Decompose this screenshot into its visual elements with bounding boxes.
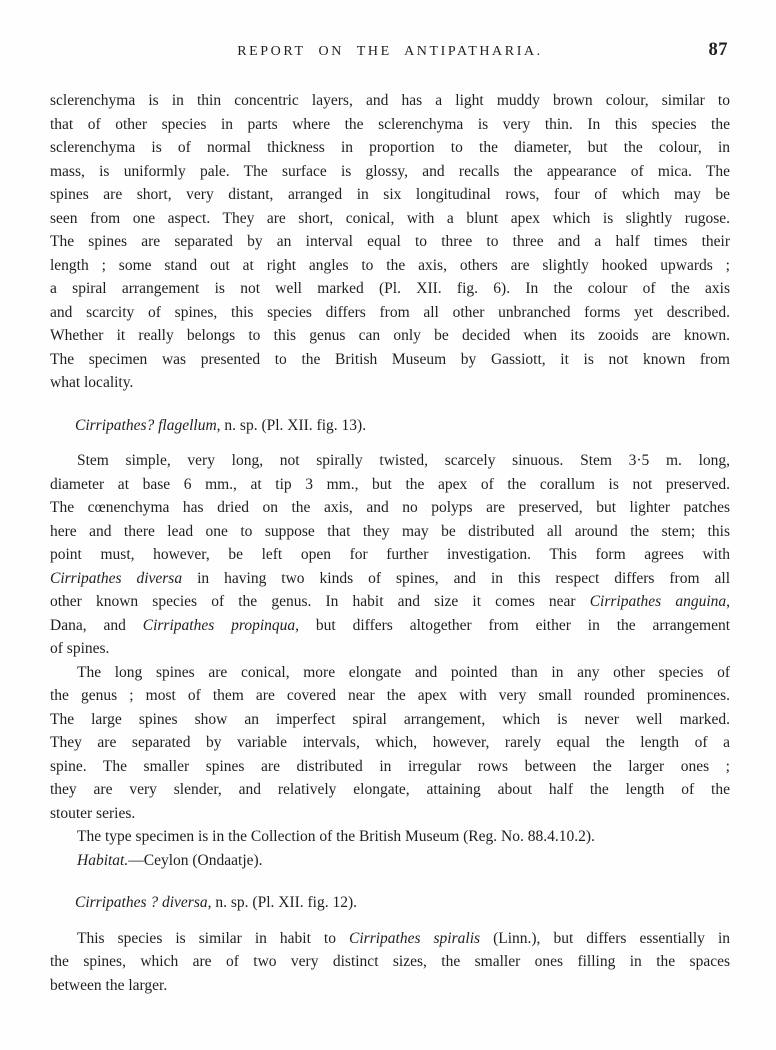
- text-segment: , n. sp. (Pl. XII. fig. 13).: [216, 416, 367, 434]
- text-segment: that of other species in parts where the sclerenchyma is very thin. In this species the: [50, 115, 730, 133]
- species-heading: [50, 414, 730, 438]
- text-segment: mass, is uniformly pale. The surface is glossy, and recalls the appearance of mica. The: [50, 162, 730, 180]
- text-line: [50, 183, 730, 207]
- text-line: [50, 849, 730, 873]
- text-line: [50, 473, 730, 497]
- text-segment: The large spines show an imperfect spiral arrangement, which is never well marked.: [50, 710, 730, 728]
- text-line: [50, 684, 730, 708]
- text-segment: the spines, which are of two very distinct sizes, the smaller ones filling in the spaces: [50, 953, 730, 970]
- text-line: [50, 567, 730, 591]
- text-segment: , but differs altogether from either in the arrangement: [295, 616, 730, 634]
- text-segment: Dana, and: [50, 616, 143, 634]
- text-line: [50, 891, 730, 915]
- text-segment: (Linn.), but differs essentially in: [480, 929, 731, 947]
- text-segment: other known species of the genus. In habit and size it comes near: [50, 593, 590, 610]
- paragraph: [50, 927, 730, 998]
- text-segment: here and there lead one to suppose that they may be distributed all around the stem; this: [50, 522, 730, 540]
- text-segment: spines are short, very distant, arranged in six longitudinal rows, four of which may be: [50, 186, 730, 203]
- text-line: [50, 825, 730, 849]
- species-heading: [50, 891, 730, 915]
- italic-text: Cirripathes? flagellum: [75, 416, 217, 434]
- text-line: [50, 277, 730, 301]
- text-segment: This species is similar in habit to: [77, 929, 350, 947]
- text-segment: sclerenchyma is in thin concentric layers, and has a light muddy brown colour, similar to: [50, 92, 730, 109]
- text-segment: —Ceylon (Ondaatje).: [128, 851, 263, 869]
- text-line: [50, 520, 730, 544]
- text-line: [50, 590, 730, 614]
- paragraph: [50, 849, 730, 873]
- text-segment: Whether it really belongs to this genus can only be decided when its zooids are known.: [50, 327, 730, 344]
- italic-text: Habitat.: [77, 851, 129, 869]
- italic-text: Cirripathes diversa: [50, 569, 183, 587]
- text-line: [50, 755, 730, 779]
- paragraph: [50, 89, 730, 395]
- italic-text: Cirripathes propinqua: [142, 616, 296, 634]
- text-line: [50, 301, 730, 325]
- text-segment: spine. The smaller spines are distributed in irregular rows between the larger ones ;: [50, 757, 730, 775]
- text-line: [50, 614, 730, 638]
- text-line: [50, 778, 730, 802]
- text-line: [50, 950, 730, 974]
- italic-text: Cirripathes spiralis: [349, 929, 481, 947]
- text-segment: length ; some stand out at right angles to the axis, others are slightly hooked upwards ;: [50, 256, 730, 274]
- text-line: [50, 207, 730, 231]
- text-segment: in having two kinds of spines, and in this respect differs from all: [182, 569, 730, 587]
- italic-text: Cirripathes anguina: [589, 593, 727, 610]
- text-segment: The long spines are conical, more elongate and pointed than in any other species of: [77, 663, 730, 681]
- text-segment: and scarcity of spines, this species differs from all other unbranched forms yet described.: [50, 303, 730, 321]
- text-segment: between the larger.: [50, 976, 168, 994]
- paragraph: [50, 661, 730, 826]
- text-segment: The cœnenchyma has dried on the axis, and no polyps are preserved, but lighter patches: [50, 499, 730, 516]
- text-line: [50, 230, 730, 254]
- text-segment: Stem simple, very long, not spirally twisted, scarcely sinuous. Stem 3·5 m. long,: [77, 452, 730, 469]
- text-line: [50, 731, 730, 755]
- text-line: [50, 708, 730, 732]
- text-segment: The type specimen is in the Collection of the British Museum (Reg. No. 88.4.10.2).: [77, 828, 595, 845]
- text-line: [50, 496, 730, 520]
- page-number: 87: [708, 40, 728, 60]
- text-line: [50, 414, 730, 438]
- document-body: [50, 89, 730, 997]
- paragraph: [50, 825, 730, 849]
- text-segment: ,: [726, 593, 731, 610]
- text-line: [50, 254, 730, 278]
- text-segment: stouter series.: [50, 804, 136, 822]
- text-line: [50, 974, 730, 998]
- text-segment: sclerenchyma is of normal thickness in proportion to the diameter, but the colour, in: [50, 139, 730, 156]
- text-line: [50, 449, 730, 473]
- text-segment: the genus ; most of them are covered near the apex with very small rounded prominences.: [50, 687, 730, 704]
- text-line: [50, 927, 730, 951]
- text-segment: The specimen was presented to the British Museum by Gassiott, it is not known from: [50, 350, 730, 368]
- text-segment: seen from one aspect. They are short, conical, with a blunt apex which is slightly rugose.: [50, 209, 730, 227]
- text-segment: , n. sp. (Pl. XII. fig. 12).: [207, 894, 358, 911]
- text-line: [50, 371, 730, 395]
- text-segment: diameter at base 6 mm., at tip 3 mm., but the apex of the corallum is not preserved.: [50, 475, 730, 493]
- running-head: REPORT ON THE ANTIPATHARIA.: [237, 44, 543, 59]
- text-segment: They are separated by variable intervals, which, however, rarely equal the length of a: [50, 734, 730, 751]
- text-line: [50, 136, 730, 160]
- text-line: [50, 543, 730, 567]
- italic-text: Cirripathes ? diversa: [75, 894, 208, 911]
- text-line: [50, 324, 730, 348]
- text-line: [50, 661, 730, 685]
- text-line: [50, 802, 730, 826]
- text-segment: what locality.: [50, 374, 134, 391]
- paragraph: [50, 449, 730, 661]
- text-segment: The spines are separated by an interval equal to three to three and a half times their: [50, 233, 730, 250]
- text-line: [50, 113, 730, 137]
- text-line: [50, 637, 730, 661]
- text-segment: of spines.: [50, 640, 110, 657]
- text-segment: point must, however, be left open for further investigation. This form agrees with: [50, 546, 730, 563]
- page-header: [50, 40, 730, 68]
- text-line: [50, 348, 730, 372]
- text-segment: a spiral arrangement is not well marked (Pl. XII. fig. 6). In the colour of the axis: [50, 280, 730, 297]
- text-segment: they are very slender, and relatively elongate, attaining about half the length of the: [50, 781, 730, 798]
- text-line: [50, 160, 730, 184]
- text-line: [50, 89, 730, 113]
